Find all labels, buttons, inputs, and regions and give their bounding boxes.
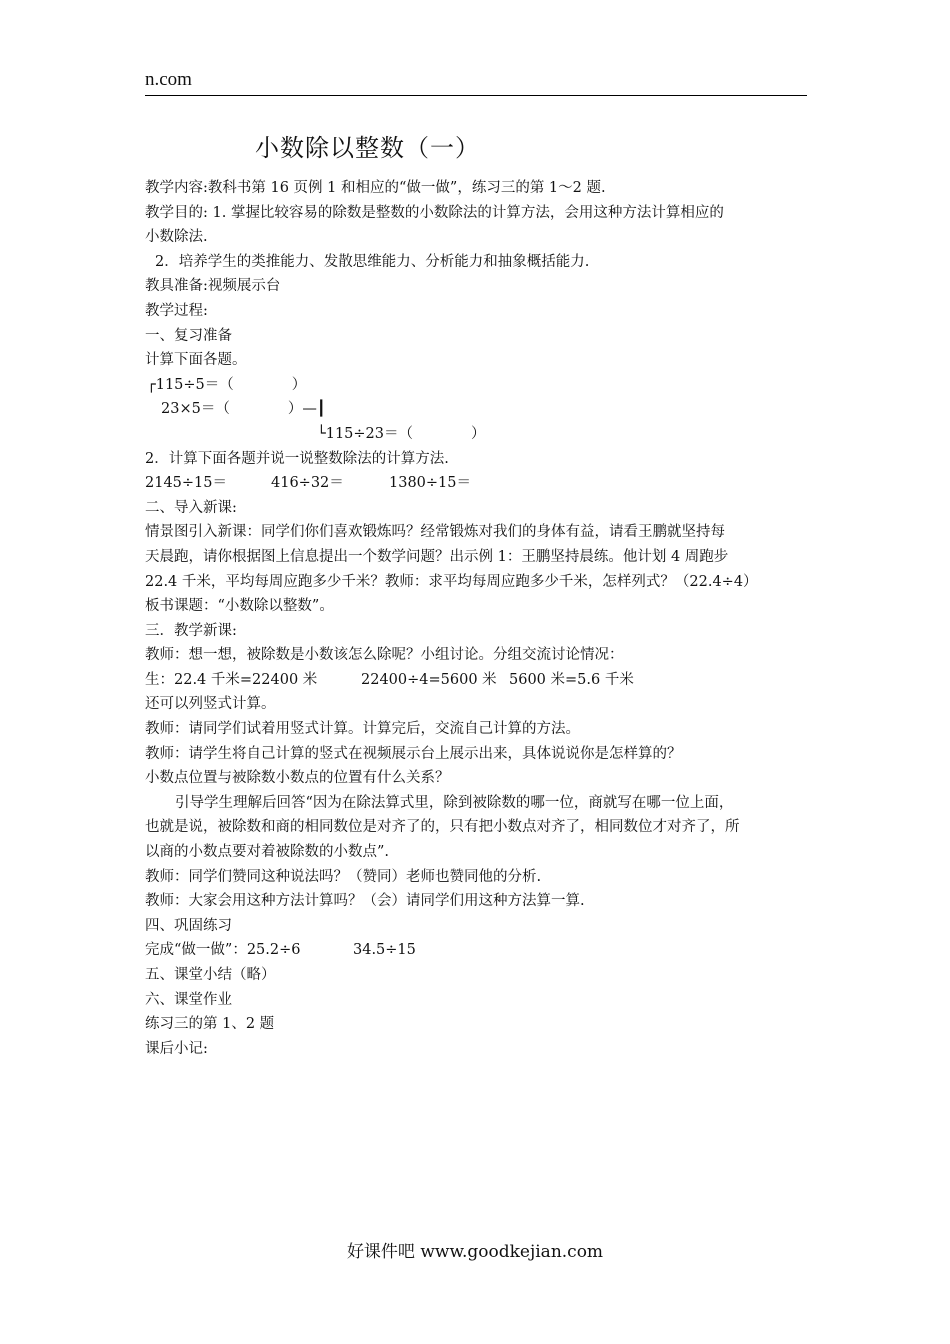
math-line <box>145 668 810 693</box>
paragraph-line: 教学过程: <box>145 302 208 319</box>
paragraph-line: 天晨跑，请你根据图上信息提出一个数学问题？出示例 1：王鹏坚持晨练。他计划 4 周跑步 <box>145 548 729 565</box>
paragraph-line: 教具准备:视频展示台 <box>145 278 281 295</box>
paragraph-line: 22.4 千米，平均每周应跑多少千米？教师：求平均每周应跑多少千米，怎样列式？（22.4÷4） <box>145 573 758 590</box>
page-footer: 好课件吧 www.goodkejian.com <box>346 1242 604 1262</box>
math-line <box>145 938 810 963</box>
section-heading: 六、课堂作业 <box>145 991 232 1008</box>
math-item: 34.5÷15 <box>353 942 416 959</box>
paragraph-line: 练习三的第 1、2 题 <box>145 1016 275 1033</box>
math-item: 生：22.4 千米=22400 米 <box>145 671 318 688</box>
math-line <box>145 471 810 496</box>
math-item: 1380÷15＝ <box>389 475 472 492</box>
paragraph-line: 教学内容:教科书第 16 页例 1 和相应的“做一做”，练习三的第 1～2 题. <box>145 180 606 196</box>
paragraph-line: 情景图引入新课：同学们你们喜欢锻炼吗？经常锻炼对我们的身体有益，请看王鹏就坚持每 <box>145 524 725 541</box>
paragraph-line: 也就是说，被除数和商的相同数位是对齐了的，只有把小数点对齐了，相同数位才对齐了，所 <box>145 819 740 836</box>
section-heading: 五、课堂小结（略） <box>145 967 276 983</box>
paragraph-line: 教师：请同学们试着用竖式计算。计算完后，交流自己计算的方法。 <box>145 721 580 738</box>
math-line: └115÷23＝（ ） <box>317 425 486 442</box>
paragraph-line: 2．培养学生的类推能力、发散思维能力、分析能力和抽象概括能力. <box>155 253 590 270</box>
paragraph-line: 板书课题：“小数除以整数”。 <box>145 598 334 615</box>
math-item: 416÷32＝ <box>271 475 344 492</box>
paragraph-line: 以商的小数点要对着被除数的小数点”. <box>145 844 390 861</box>
math-item: 5600 米=5.6 千米 <box>509 671 634 688</box>
math-item: 22400÷4=5600 米 <box>361 671 497 688</box>
section-heading: 三．教学新课: <box>145 622 237 639</box>
paragraph-line: 课后小记: <box>145 1040 208 1057</box>
paragraph-line: 教师：同学们赞同这种说法吗？（赞同）老师也赞同他的分析. <box>145 868 542 885</box>
paragraph-line: 计算下面各题。 <box>145 352 247 369</box>
paragraph-line: 引导学生理解后回答“因为在除法算式里，除到被除数的哪一位，商就写在哪一位上面， <box>175 794 734 811</box>
math-item: 2145÷15＝ <box>145 475 228 492</box>
paragraph-line: 教师：想一想，被除数是小数该怎么除呢？小组讨论。分组交流讨论情况： <box>145 647 624 664</box>
paragraph-line: 教学目的: 1. 掌握比较容易的除数是整数的小数除法的计算方法，会用这种方法计算相应的 <box>145 204 724 221</box>
section-heading: 一、复习准备 <box>145 327 232 344</box>
page-header <box>145 68 807 96</box>
header-text: n.com <box>145 69 192 90</box>
paragraph-line: 教师：请学生将自己计算的竖式在视频展示台上展示出来，具体说说你是怎样算的？ <box>145 745 682 762</box>
section-heading: 二、导入新课: <box>145 499 237 516</box>
paragraph-line: 教师：大家会用这种方法计算吗？（会）请同学们用这种方法算一算. <box>145 893 585 910</box>
document-title: 小数除以整数（一） <box>255 134 480 162</box>
paragraph-line: 小数除法. <box>145 229 208 246</box>
math-line: 23×5＝（ ）—┃ <box>161 401 326 418</box>
math-line: ┌115÷5＝（ ） <box>147 376 307 393</box>
paragraph-line: 2．计算下面各题并说一说整数除法的计算方法. <box>145 450 449 467</box>
document-body <box>145 176 810 1061</box>
paragraph-line: 还可以列竖式计算。 <box>145 696 276 713</box>
paragraph-line: 小数点位置与被除数小数点的位置有什么关系？ <box>145 770 450 787</box>
math-item: 完成“做一做”：25.2÷6 <box>145 942 301 959</box>
section-heading: 四、巩固练习 <box>145 917 232 934</box>
